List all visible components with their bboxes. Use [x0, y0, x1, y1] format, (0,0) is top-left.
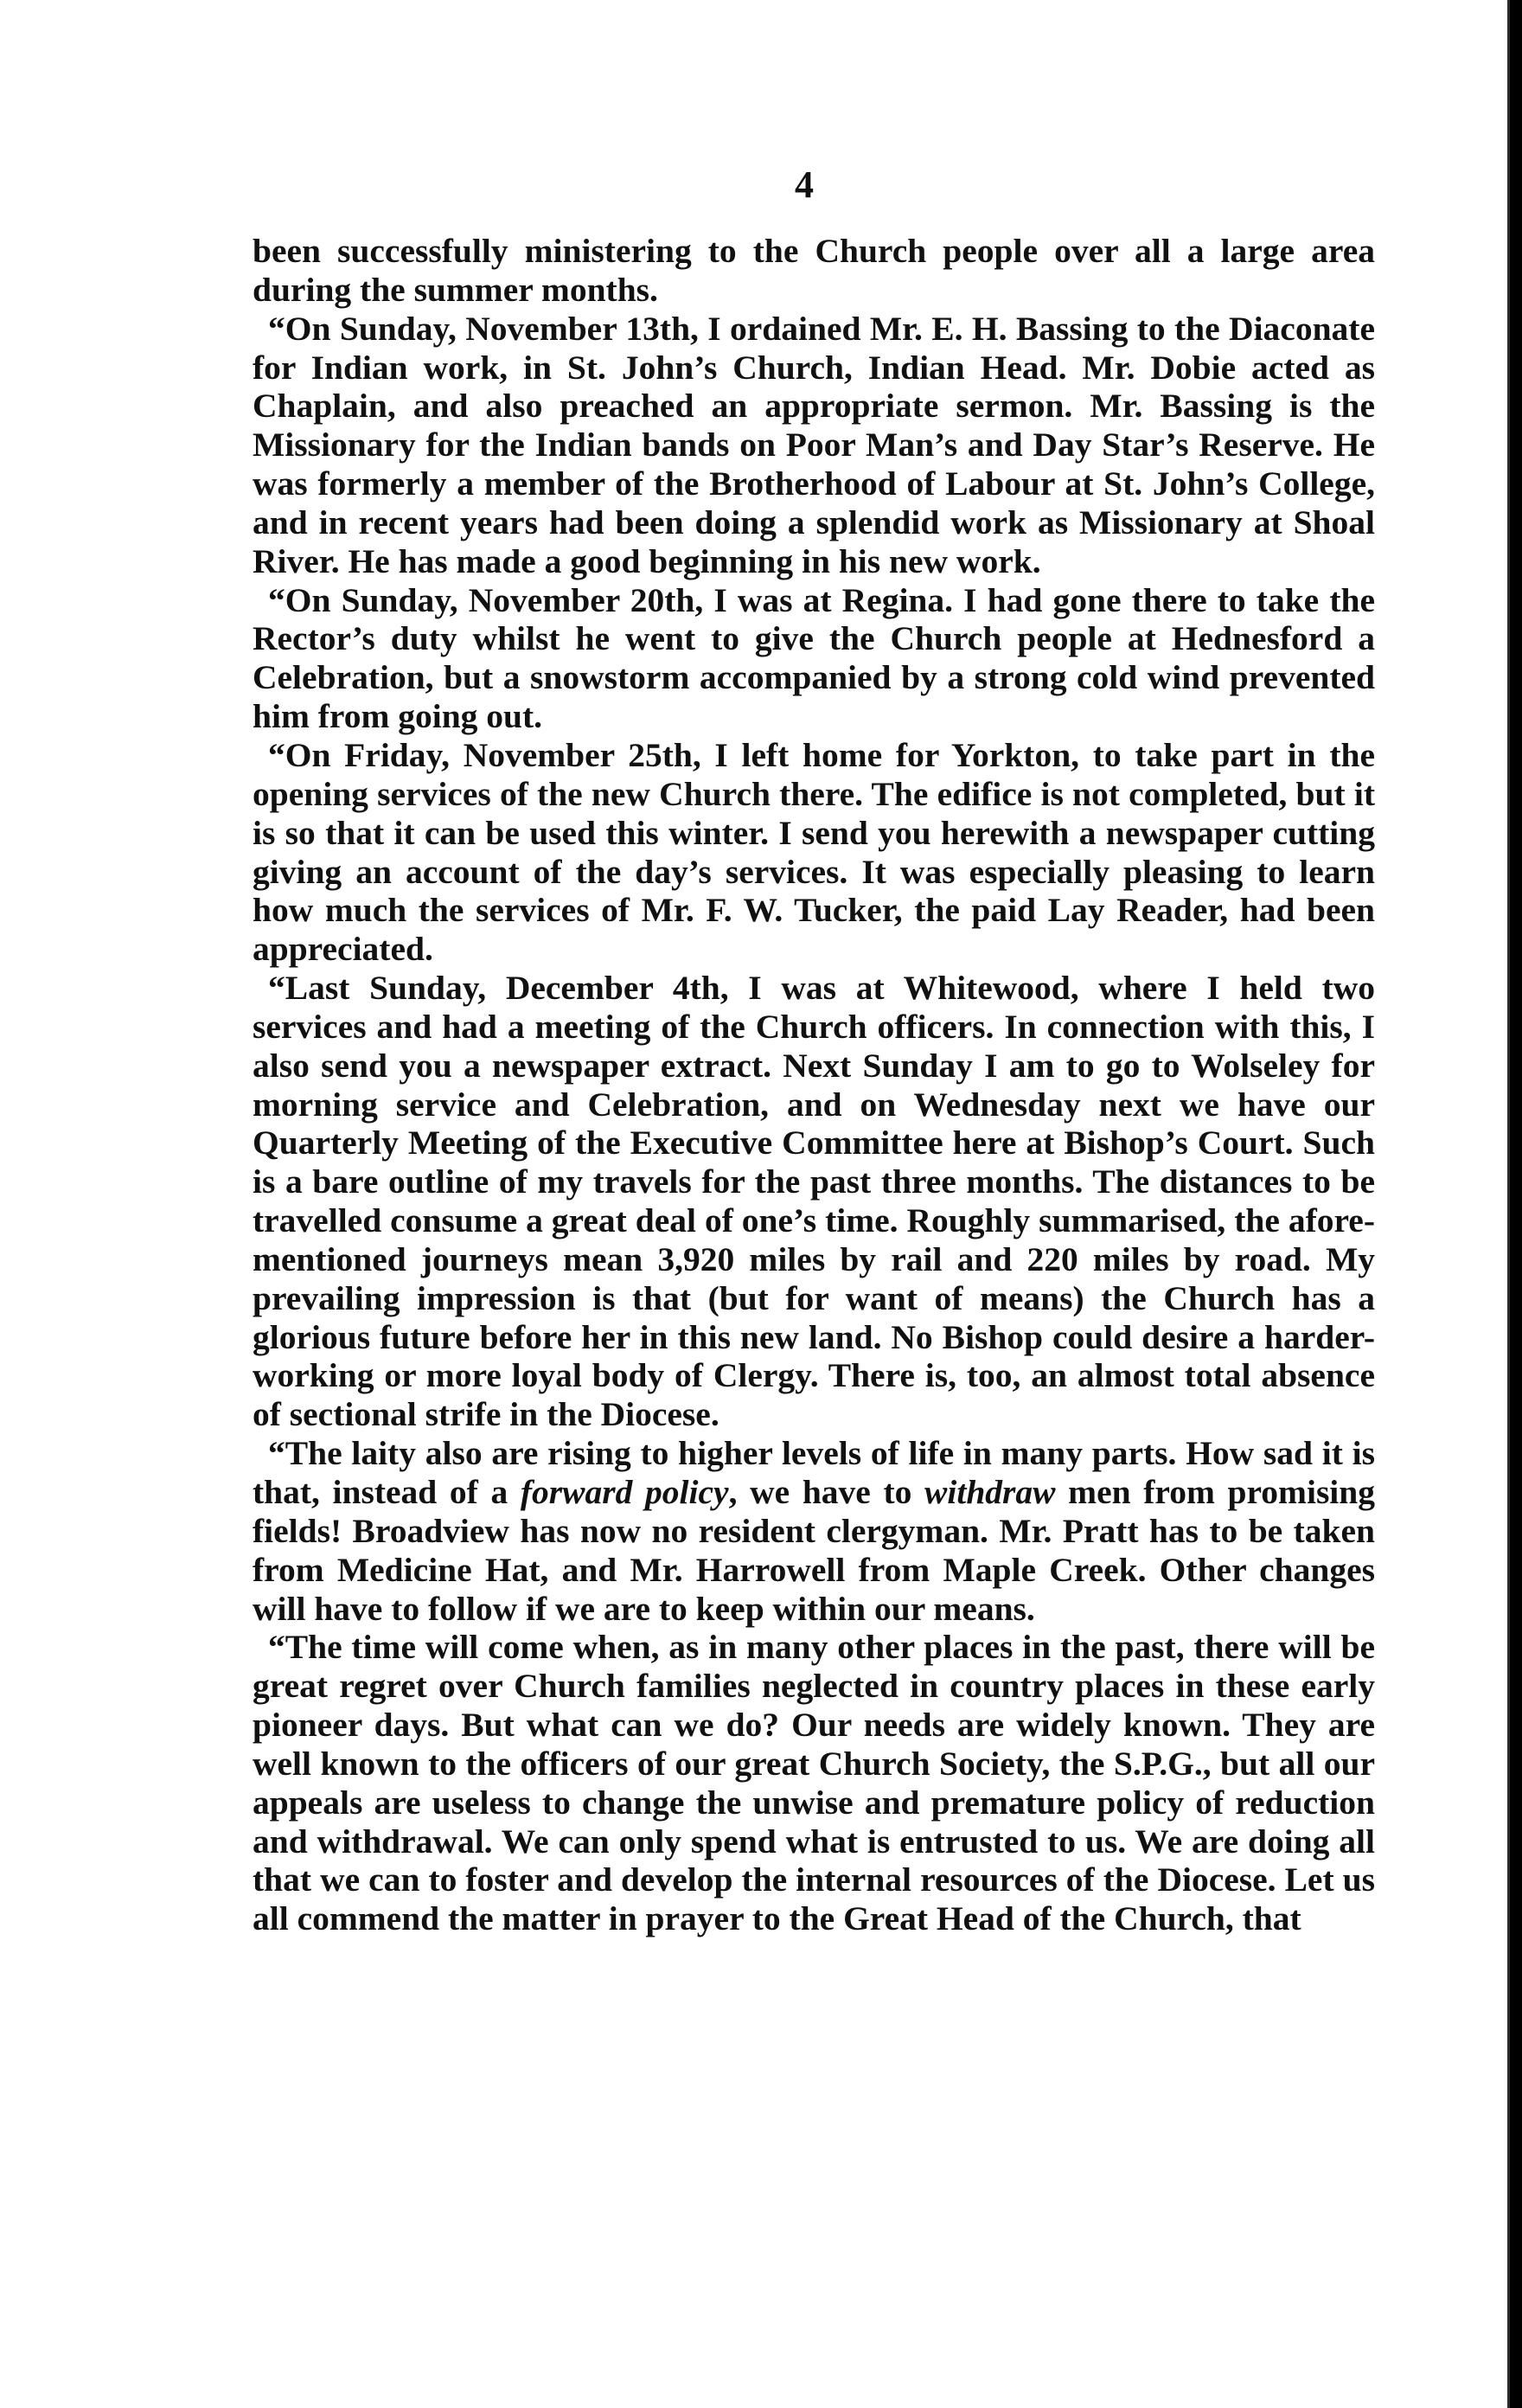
laity-text-middle: , we have to [728, 1473, 925, 1511]
paragraph-continuation: been successfully ministering to the Church people over all a large area during the summer months. [253, 232, 1375, 309]
page-number: 4 [795, 163, 814, 206]
paragraph-ordination: “On Sunday, November 13th, I ordained Mr. E. H. Bassing to the Diaconate for Indian work, in St. John’s Church, Indian Head. Mr. Dobie acted as Chaplain, and also preached an appropriate sermon. Mr. Bassing is the Missionary for the Indian bands on Poor Man’s and Day Star’s Reserve. He was formerly a member of the Brotherhood of Labour at St. John’s College, and in recent years had been doing a splendid work as Missionary at Shoal River. He has made a good beginning in his new work. [253, 309, 1375, 580]
page-edge-border [1510, 0, 1522, 2408]
laity-text-after: men from promising fields! Broadview has now no resident clergyman. Mr. Pratt has to be taken from Medicine Hat, and Mr. Harrowell from Maple Creek. Other changes will have to follow if we are to keep within our means. [253, 1473, 1376, 1628]
laity-text-before: “The laity also are rising to higher levels of life in many parts. How sad it is that, instead of a [253, 1434, 1375, 1511]
paragraph-future: “The time will come when, as in many other places in the past, there will be great regret over Church families neglected in country places in these early pioneer days. But what can we do? Our needs are widely known. They are well known to the officers of our great Church Society, the S.P.G., but all our appeals are useless to change the unwise and premature policy of reduction and withdrawal. We can only spend what is entrusted to us. We are doing all that we can to foster and develop the internal resources of the Diocese. Let us all commend the matter in prayer to the Great Head of the Church, that [253, 1628, 1375, 1938]
emphasis-withdraw: withdraw [924, 1473, 1056, 1511]
paragraph-regina: “On Sunday, November 20th, I was at Regina. I had gone there to take the Rector’s duty whilst he went to give the Church people at Hednesford a Celebration, but a snowstorm accompanied by a strong cold wind prevented him from going out. [253, 580, 1375, 736]
paragraph-whitewood: “Last Sunday, December 4th, I was at Whitewood, where I held two services and had a meeting of the Church officers. In connection with this, I also send you a newspaper extract. Next Sunday I am to go to Wolseley for morning service and Celebration, and on Wednesday next we have our Quarterly Meeting of the Executive Committee here at Bishop’s Court. Such is a bare outline of my travels for the past three months. The distances to be travelled consume a great deal of one’s time. Roughly summarised, the afore-mentioned journeys mean 3,920 miles by rail and 220 miles by road. My prevailing impression is that (but for want of means) the Church has a glorious future before her in this new land. No Bishop could desire a harder-working or more loyal body of Clergy. There is, too, an almost total absence of sectional strife in the Diocese. [253, 969, 1375, 1434]
body-text [253, 232, 1375, 1938]
emphasis-forward-policy: forward policy [520, 1473, 729, 1511]
paragraph-yorkton: “On Friday, November 25th, I left home for Yorkton, to take part in the opening services of the new Church there. The edifice is not completed, but it is so that it can be used this winter. I send you herewith a newspaper cutting giving an account of the day’s services. It was especially pleasing to learn how much the services of Mr. F. W. Tucker, the paid Lay Reader, had been appreciated. [253, 735, 1375, 969]
paragraph-laity [253, 1434, 1375, 1628]
